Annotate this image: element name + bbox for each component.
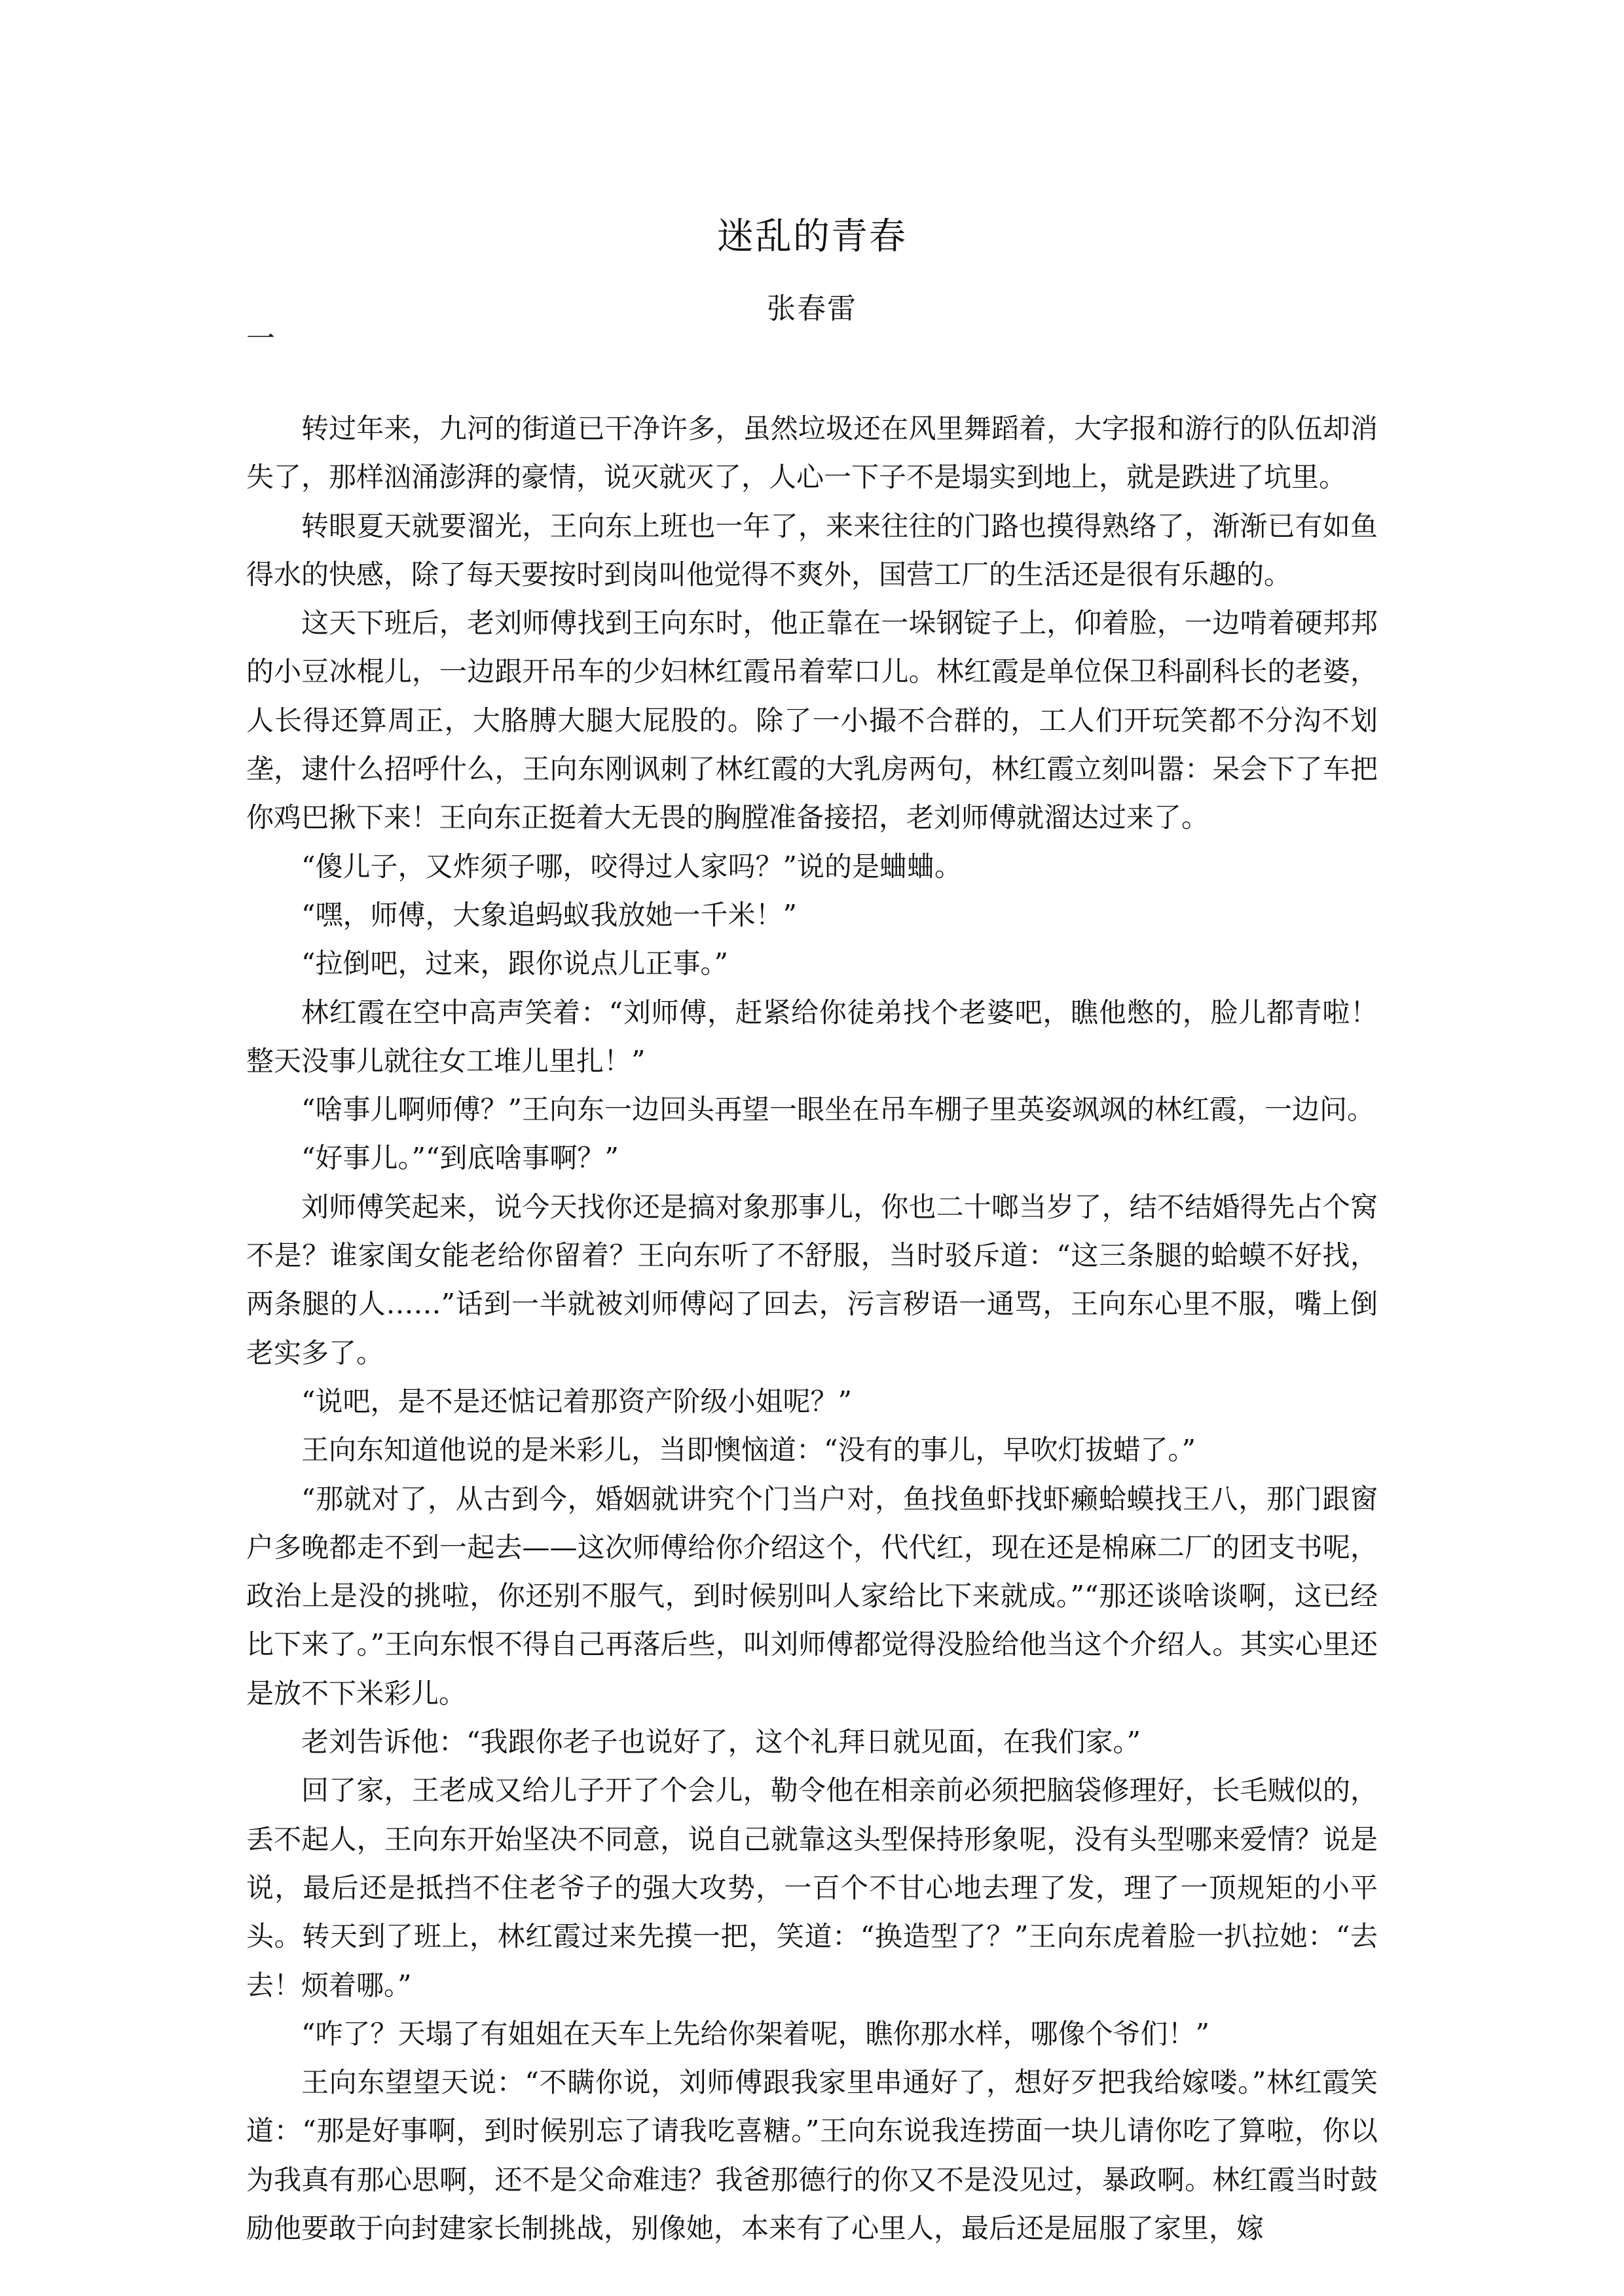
document-body — [246, 405, 1378, 2253]
document-title: 迷乱的青春 — [717, 215, 907, 258]
section-number: 一 — [246, 322, 275, 355]
paragraph: 老刘告诉他：“我跟你老子也说好了，这个礼拜日就见面，在我们家。” — [301, 1726, 1141, 1758]
paragraph: 转过年来，九河的街道已干净许多，虽然垃圾还在风里舞蹈着，大字报和游行的队伍却消失了，那样汹涌澎湃的豪情，说灭就灭了，人心一下子不是塌实到地上，就是跌进了坑里。 — [246, 412, 1378, 494]
paragraph: 林红霞在空中高声笑着：“刘师傅，赶紧给你徒弟找个老婆吧，瞧他憋的，脸儿都青啦！整天没事儿就往女工堆儿里扎！” — [246, 996, 1378, 1077]
paragraph: 转眼夏天就要溜光，王向东上班也一年了，来来往往的门路也摸得熟络了，渐渐已有如鱼得水的快感，除了每天要按时到岗叫他觉得不爽外，国营工厂的生活还是很有乐趣的。 — [246, 509, 1378, 591]
paragraph: 王向东知道他说的是米彩儿，当即懊恼道：“没有的事儿，早吹灯拔蜡了。” — [301, 1434, 1196, 1467]
author-name: 张春雷 — [767, 292, 857, 325]
paragraph: “啥事儿啊师傅？”王向东一边回头再望一眼坐在吊车棚子里英姿飒飒的林红霞，一边问。 — [301, 1093, 1375, 1126]
paragraph: “咋了？天塌了有姐姐在天车上先给你架着呢，瞧你那水样，哪像个爷们！” — [301, 2017, 1209, 2050]
paragraph: 王向东望望天说：“不瞒你说，刘师傅跟我家里串通好了，想好歹把我给嫁喽。”林红霞笑道：“那是好事啊，到时候别忘了请我吃喜糖。”王向东说我连捞面一块儿请你吃了算啦，你以为我真有那心思啊，还不是父命难违？我爸那德行的你又不是没见过，暴政啊。林红霞当时鼓励他要敢于向封建家长制挑战，别像她，本来有了心里人，最后还是屈服了家里，嫁 — [246, 2066, 1378, 2244]
paragraph: “说吧，是不是还惦记着那资产阶级小姐呢？” — [301, 1385, 852, 1417]
paragraph: “嘿，师傅，大象追蚂蚁我放她一千米！” — [301, 898, 797, 931]
paragraph: 这天下班后，老刘师傅找到王向东时，他正靠在一垛钢锭子上，仰着脸，一边啃着硬邦邦的小豆冰棍儿，一边跟开吊车的少妇林红霞吊着荤口儿。林红霞是单位保卫科副科长的老婆，人长得还算周正，大胳膊大腿大屁股的。除了一小撮不合群的，工人们开玩笑都不分沟不划垄，逮什么招呼什么，王向东刚讽刺了林红霞的大乳房两句，林红霞立刻叫嚣：呆会下了车把你鸡巴揪下来！王向东正挺着大无畏的胸膛准备接招，老刘师傅就溜达过来了。 — [246, 607, 1378, 834]
paragraph: “好事儿。”“到底啥事啊？” — [301, 1142, 619, 1175]
paragraph: 回了家，王老成又给儿子开了个会儿，勒令他在相亲前必须把脑袋修理好，长毛贼似的，丢不起人，王向东开始坚决不同意，说自己就靠这头型保持形象呢，没有头型哪来爱情？说是说，最后还是抵挡不住老爷子的强大攻势，一百个不甘心地去理了发，理了一顶规矩的小平头。转天到了班上，林红霞过来先摸一把，笑道：“换造型了？”王向东虎着脸一扒拉她：“去去！烦着哪。” — [246, 1774, 1378, 2001]
paragraph: “那就对了，从古到今，婚姻就讲究个门当户对，鱼找鱼虾找虾癞蛤蟆找王八，那门跟窗户多晚都走不到一起去——这次师傅给你介绍这个，代代红，现在还是棉麻二厂的团支书呢，政治上是没的挑啦，你还别不服气，到时候别叫人家给比下来就成。”“那还谈啥谈啊，这已经比下来了。”王向东恨不得自己再落后些，叫刘师傅都觉得没脸给他当这个介绍人。其实心里还是放不下米彩儿。 — [246, 1482, 1378, 1709]
paragraph: “拉倒吧，过来，跟你说点儿正事。” — [301, 947, 728, 980]
paragraph: “傻儿子，又炸须子哪，咬得过人家吗？”说的是蛐蛐。 — [301, 850, 962, 883]
paragraph: 刘师傅笑起来，说今天找你还是搞对象那事儿，你也二十啷当岁了，结不结婚得先占个窝不是？谁家闺女能老给你留着？王向东听了不舒服，当时驳斥道：“这三条腿的蛤蟆不好找，两条腿的人……”话到一半就被刘师傅闷了回去，污言秽语一通骂，王向东心里不服，嘴上倒老实多了。 — [246, 1190, 1378, 1369]
